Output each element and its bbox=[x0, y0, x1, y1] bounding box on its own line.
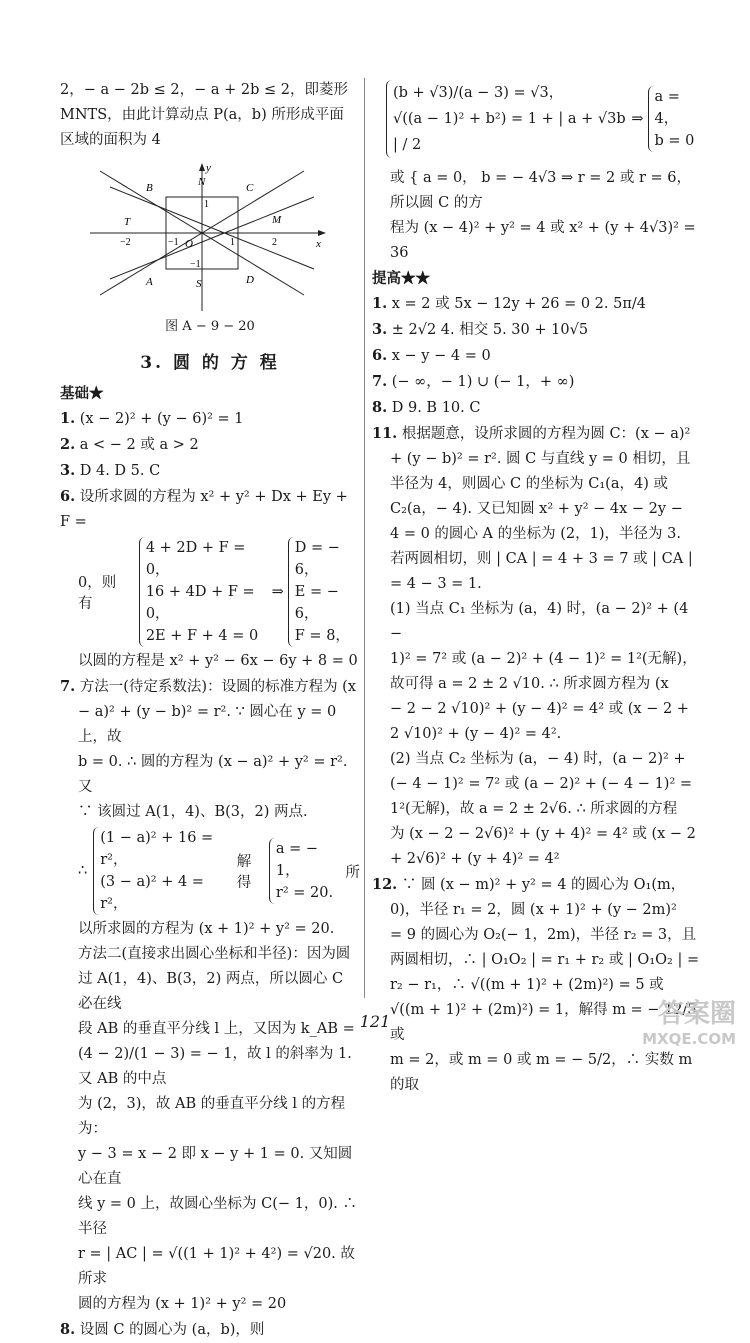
tick-label: 1 bbox=[204, 199, 209, 210]
q6-text: 0，则有 bbox=[78, 575, 117, 612]
q7-text: 方法一(待定系数法)：设圆的标准方程为 (x bbox=[79, 679, 357, 695]
q11-text: C₂(a，− 4). 又已知圆 x² + y² − 4x − 2y − bbox=[390, 501, 683, 517]
q6-eq: 2E + F + 4 = 0 bbox=[145, 628, 259, 644]
q7-text: 方法二(直接求出圆心坐标和半径)：因为圆 bbox=[78, 946, 351, 962]
q6-sol: E = − 6， bbox=[294, 584, 339, 622]
item-number: 2. bbox=[60, 436, 76, 453]
line-4 bbox=[110, 187, 314, 269]
watermark-url: MXQE.COM bbox=[642, 1030, 736, 1048]
q7-line bbox=[60, 674, 360, 700]
implies-icon: ⇒ bbox=[271, 584, 284, 600]
item-number: 12. bbox=[372, 876, 398, 893]
item-number: 6. bbox=[60, 488, 76, 505]
q11-text: − 2 − 2 √10)² + (y − 4)² = 4² 或 (x − 2 + bbox=[390, 701, 689, 717]
item-number: 1. bbox=[372, 295, 388, 312]
q11-text: 半径为 4，则圆心 C 的坐标为 C₁(a，4) 或 bbox=[390, 476, 668, 492]
q8-sol: a = 4， bbox=[654, 89, 680, 127]
q6-text: 设所求圆的方程为 x² + y² + Dx + Ey + F = bbox=[60, 489, 348, 530]
answer-item bbox=[372, 317, 702, 343]
q12-text: 0)，半径 r₁ = 2，圆 (x + 1)² + (y − 2m)² bbox=[390, 902, 677, 918]
q11-text: + 2√6)² + (y + 4)² = 4² bbox=[390, 851, 560, 867]
q7-text: − a)² + (y − b)² = r². ∵ 圆心在 y = 0 上，故 bbox=[78, 704, 337, 745]
answer-item bbox=[372, 395, 702, 421]
q7-text: r = | AC | = √((1 + 1)² + 4²) = √20. 故所求 bbox=[78, 1246, 355, 1287]
point-d-label: D bbox=[246, 274, 254, 286]
item-number: 11. bbox=[372, 425, 398, 442]
q12-line bbox=[372, 872, 702, 898]
intro-line: 2，− a − 2b ≤ 2，− a + 2b ≤ 2，即菱形 bbox=[60, 82, 348, 98]
item-number: 8. bbox=[60, 1321, 76, 1338]
q8-sol: b = 0 bbox=[654, 133, 695, 149]
point-c-label: C bbox=[246, 182, 254, 194]
page-number: 121 bbox=[359, 1012, 391, 1031]
point-m-label: M bbox=[272, 214, 282, 226]
q7-text: y − 3 = x − 2 即 x − y + 1 = 0. 又知圆心在直 bbox=[78, 1146, 353, 1187]
answer-item bbox=[60, 458, 360, 484]
item-text: a < − 2 或 a > 2 bbox=[79, 437, 199, 453]
q7-text: 所 bbox=[345, 864, 360, 881]
x-axis-arrow-icon bbox=[318, 230, 326, 236]
q7-text: 过 A(1，4)、B(3，2) 两点，所以圆心 C 必在线 bbox=[78, 971, 344, 1012]
item-number: 8. bbox=[372, 399, 388, 416]
item-text: ± 2√2 4. 相交 5. 30 + 10√5 bbox=[391, 322, 589, 338]
q6-sol: D = − 6， bbox=[294, 540, 340, 578]
column-divider bbox=[364, 78, 365, 998]
tick-label: 1 bbox=[230, 237, 235, 248]
level-heading: 基础★ bbox=[60, 385, 104, 402]
q11-line bbox=[372, 421, 702, 447]
q7-text: 圆的方程为 (x + 1)² + y² = 20 bbox=[78, 1296, 287, 1312]
q7-text: ∵ 该圆过 A(1，4)、B(3，2) 两点. bbox=[78, 804, 308, 820]
q11-text: 若两圆相切，则 | CA | = 4 + 3 = 7 或 | CA | bbox=[390, 551, 693, 567]
q7-text: 解得 bbox=[236, 854, 252, 891]
q11-text: 故可得 a = 2 ± 2 √10. ∴ 所求圆方程为 (x bbox=[390, 676, 669, 692]
q6-sol: F = 8， bbox=[294, 628, 350, 644]
right-column bbox=[372, 78, 702, 1098]
item-number: 1. bbox=[60, 410, 76, 427]
q11-text: 4 = 0 的圆心 A 的坐标为 (2，1)，半径为 3. bbox=[390, 526, 681, 542]
q12-text: ∵ 圆 (x − m)² + y² = 4 的圆心为 O₁(m， bbox=[401, 877, 686, 893]
q11-text: + (y − b)² = r². 圆 C 与直线 y = 0 相切，且 bbox=[390, 451, 691, 467]
item-number: 3. bbox=[60, 462, 76, 479]
q8-line bbox=[60, 1317, 360, 1343]
point-a-label: A bbox=[146, 276, 153, 288]
tick-label: 2 bbox=[272, 237, 277, 248]
intro-line: MNTS，由此计算动点 P(a，b) 所形成平面 bbox=[60, 107, 344, 123]
watermark bbox=[642, 993, 736, 1048]
item-text: x = 2 或 5x − 12y + 26 = 0 2. 5π/4 bbox=[391, 296, 646, 312]
item-text: (− ∞，− 1) ∪ (− 1，+ ∞) bbox=[391, 374, 575, 390]
answer-item bbox=[60, 432, 360, 458]
q8-eq: (b + √3)/(a − 3) = √3， bbox=[393, 85, 564, 101]
item-number: 7. bbox=[372, 373, 388, 390]
q8-text: 程为 (x − 4)² + y² = 4 或 x² + (y + 4√3)² = 36 bbox=[390, 220, 696, 261]
item-number: 6. bbox=[372, 347, 388, 364]
q11-text: 1)² = 7² 或 (a − 2)² + (4 − 1)² = 1²(无解)， bbox=[390, 651, 697, 667]
point-b-label: B bbox=[146, 182, 153, 194]
item-text: D 4. D 5. C bbox=[79, 463, 161, 479]
y-label: y bbox=[206, 162, 211, 174]
therefore-icon: ∴ bbox=[78, 863, 88, 879]
rhombus-diagram bbox=[90, 161, 330, 311]
q7-text: (4 − 2)/(1 − 3) = − 1，故 l 的斜率为 1. 又 AB 的中点 bbox=[78, 1046, 352, 1087]
section-title: 3. 圆 的 方 程 bbox=[140, 353, 280, 373]
item-text: x − y − 4 = 0 bbox=[391, 348, 491, 364]
q7-sol: a = − 1， bbox=[275, 841, 319, 879]
q8-eq: √((a − 1)² + b²) = 1 + | a + √3b | / 2 bbox=[393, 111, 626, 153]
q7-system bbox=[60, 825, 360, 917]
q11-text: 根据题意，设所求圆的方程为圆 C：(x − a)² bbox=[401, 426, 691, 442]
origin-label: O bbox=[185, 238, 193, 250]
q7-text: 段 AB 的垂直平分线 l 上，又因为 k_AB = bbox=[78, 1021, 355, 1037]
item-number: 7. bbox=[60, 678, 76, 695]
q8-system bbox=[372, 78, 702, 160]
q11-text: 为 (x − 2 − 2√6)² + (y + 4)² = 4² 或 (x − 2 bbox=[390, 826, 696, 842]
item-text: (x − 2)² + (y − 6)² = 1 bbox=[79, 411, 244, 427]
tick-label: −1 bbox=[168, 237, 179, 248]
q11-text: 2 √10)² + (y − 4)² = 4². bbox=[390, 726, 562, 742]
y-axis-arrow-icon bbox=[199, 163, 205, 171]
q12-text: √((m + 1)² + (2m)²) = 1，解得 m = − 12/5 或 bbox=[390, 1002, 697, 1043]
answer-item bbox=[60, 406, 360, 432]
answer-item bbox=[372, 343, 702, 369]
answer-item bbox=[372, 369, 702, 395]
answer-item bbox=[372, 291, 702, 317]
left-column bbox=[60, 78, 360, 1343]
intro-line: 区域的面积为 4 bbox=[60, 132, 161, 148]
figure-caption: 图 A − 9 − 20 bbox=[165, 319, 255, 334]
q12-text: r₂ − r₁，∴ √((m + 1)² + (2m)²) = 5 或 bbox=[390, 977, 664, 993]
point-s-label: S bbox=[196, 278, 202, 290]
q11-text: 1²(无解)，故 a = 2 ± 2√6. ∴ 所求圆的方程 bbox=[390, 801, 678, 817]
q6-line bbox=[60, 484, 360, 535]
x-label: x bbox=[316, 238, 321, 250]
q7-text: 以所求圆的方程为 (x + 1)² + y² = 20. bbox=[78, 921, 335, 937]
q11-text: (1) 当点 C₁ 坐标为 (a，4) 时，(a − 2)² + (4 − bbox=[390, 601, 689, 642]
q8-text: 或 { a = 0， b = − 4√3 ⇒ r = 2 或 r = 6，所以圆 C 的方 bbox=[390, 170, 692, 211]
item-number: 3. bbox=[372, 321, 388, 338]
rhombus-figure bbox=[90, 161, 330, 311]
watermark-logo: 答案圈 bbox=[657, 999, 736, 1029]
q7-eq: (1 − a)² + 16 = r²， bbox=[100, 830, 214, 868]
point-t-label: T bbox=[124, 216, 131, 228]
q6-eq: 16 + 4D + F = 0， bbox=[145, 584, 255, 622]
q7-text: 为 (2，3)，故 AB 的垂直平分线 l 的方程为： bbox=[78, 1096, 346, 1137]
q11-text: = 4 − 3 = 1. bbox=[390, 576, 482, 592]
point-n-label: N bbox=[198, 176, 206, 188]
q7-text: b = 0. ∴ 圆的方程为 (x − a)² + y² = r². 又 bbox=[78, 754, 348, 795]
q6-system bbox=[60, 535, 360, 649]
implies-icon: ⇒ bbox=[631, 111, 644, 127]
q11-text: (2) 当点 C₂ 坐标为 (a，− 4) 时，(a − 2)² + bbox=[390, 751, 686, 767]
line-3 bbox=[110, 197, 314, 279]
q12-text: m = 2，或 m = 0 或 m = − 5/2，∴ 实数 m 的取 bbox=[390, 1052, 693, 1093]
tick-label: −1 bbox=[190, 259, 201, 270]
q6-text: 以圆的方程是 x² + y² − 6x − 6y + 8 = 0 bbox=[78, 653, 358, 669]
q8-text: 设圆 C 的圆心为 (a，b)，则 bbox=[79, 1322, 265, 1338]
q7-sol: r² = 20. bbox=[275, 885, 334, 901]
q12-text: = 9 的圆心为 O₂(− 1，2m)，半径 r₂ = 3，且 bbox=[390, 927, 697, 943]
item-text: D 9. B 10. C bbox=[391, 400, 481, 416]
q6-eq: 4 + 2D + F = 0， bbox=[145, 540, 246, 578]
q7-eq: (3 − a)² + 4 = r²， bbox=[100, 874, 204, 912]
tick-label: −2 bbox=[120, 237, 131, 248]
level-heading: 提高★★ bbox=[372, 270, 430, 287]
q12-text: 两圆相切，∴ | O₁O₂ | = r₁ + r₂ 或 | O₁O₂ | = bbox=[390, 952, 700, 968]
q11-text: (− 4 − 1)² = 7² 或 (a − 2)² + (− 4 − 1)² = bbox=[390, 776, 693, 792]
q7-text: 线 y = 0 上，故圆心坐标为 C(− 1，0). ∴ 半径 bbox=[78, 1196, 357, 1237]
